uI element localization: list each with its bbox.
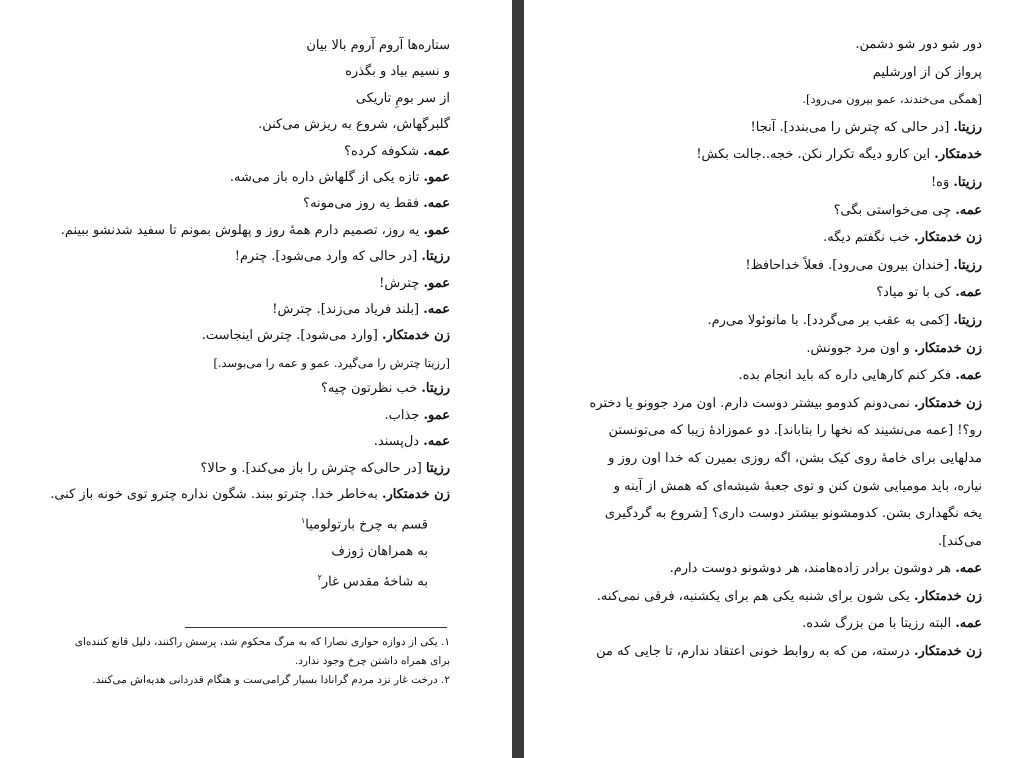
speaker-name: رزیتا. xyxy=(421,249,450,265)
speaker-name: عمو. xyxy=(423,275,450,291)
line-text: خب نظرتون چیه؟ xyxy=(321,381,422,397)
dialogue-line xyxy=(562,252,982,280)
footnote-marker: ۱ xyxy=(300,516,306,526)
verse-line xyxy=(10,59,450,85)
line-text: درسته، من که به روابط خونی اعتقاد ندارم، تا جایی که من xyxy=(596,644,914,660)
line-text: دور شو دور شو دشمن. xyxy=(855,37,982,52)
line-text: یکی شون برای شنبه یکی هم برای یکشنبه، فرقی نمی‌کنه. xyxy=(596,588,914,604)
stage-direction xyxy=(562,86,982,114)
line-text: به شاخهٔ مقدس غار xyxy=(321,574,428,590)
verse-line xyxy=(562,59,982,87)
dialogue-line xyxy=(562,279,982,307)
verse-line xyxy=(10,539,450,565)
speaker-name: عمه. xyxy=(955,202,982,218)
speaker-name: رزیتا. xyxy=(421,381,450,397)
line-text: قسم به چرخ بارتولومیا xyxy=(305,517,428,533)
line-text: [بلند فریاد می‌زند]. چترش! xyxy=(272,302,424,318)
line-text: [رزیتا چترش را می‌گیرد. عمو و عمه را می‌بوسد.] xyxy=(213,355,450,370)
line-text: فقط یه روز می‌مونه؟ xyxy=(303,196,424,212)
footnote: برای همراه داشتن چرخ وجود ندارد. xyxy=(294,655,450,667)
dialogue-line xyxy=(562,224,982,252)
dialogue-line xyxy=(10,429,450,455)
line-text: [خندان بیرون می‌رود]. فعلاً خداحافظ! xyxy=(745,257,954,273)
line-text: مدلهایی برای خامهٔ روی کیک بشن، اگه روزی بمیرن که خدا اون روز و xyxy=(608,450,982,466)
footnote: ۱. یکی از دوازه حواری نصارا که به مرگ محکوم شد، پرسش راکنند، دلیل قانع کننده‌ای xyxy=(74,636,450,648)
verse-line xyxy=(562,417,982,445)
line-text: به‌خاطر خدا. چترتو ببند. شگون نداره چترو توی خونه باز کنی. xyxy=(50,486,382,502)
dialogue-line xyxy=(10,297,450,323)
speaker-name: عمه. xyxy=(955,616,982,632)
line-text: چی می‌خواستی بگی؟ xyxy=(833,202,956,218)
line-text: [در حالی که وارد می‌شود]. چترم! xyxy=(234,249,422,265)
dialogue-line xyxy=(562,141,982,169)
speaker-name: عمه. xyxy=(423,434,450,450)
speaker-name: عمو. xyxy=(423,407,450,423)
dialogue-line xyxy=(10,139,450,165)
dialogue-line xyxy=(10,244,450,270)
line-text: و اون مرد جوونش. xyxy=(806,340,914,356)
page-gutter-divider xyxy=(512,0,524,758)
verse-line xyxy=(10,508,450,539)
dialogue-line xyxy=(10,271,450,297)
dialogue-line xyxy=(562,638,982,666)
right-page xyxy=(524,0,1024,758)
line-text: این کارو دیگه تکرار نکن. خجه..جالت بکش! xyxy=(696,147,935,163)
dialogue-line xyxy=(10,218,450,244)
line-text: خب نگفتم دیگه. xyxy=(823,230,914,246)
line-text: می‌کند]. xyxy=(938,533,982,549)
verse-line xyxy=(562,445,982,473)
line-text: جذاب. xyxy=(384,407,424,423)
verse-line xyxy=(562,500,982,528)
footnotes xyxy=(0,633,450,690)
speaker-name: زن خدمتکار. xyxy=(381,328,450,344)
line-text: از سر بومِ تاریکی xyxy=(355,90,450,106)
speaker-name: عمه. xyxy=(423,196,450,212)
speaker-name: رزیتا. xyxy=(953,174,982,190)
dialogue-line xyxy=(10,191,450,217)
line-text: کی با تو میاد؟ xyxy=(876,285,956,301)
verse-line xyxy=(562,473,982,501)
line-text: چترش! xyxy=(379,275,424,291)
speaker-name: عمه. xyxy=(423,143,450,159)
dialogue-line xyxy=(562,307,982,335)
line-text: گلبرگهاش، شروع به ریزش می‌کنن. xyxy=(258,117,450,133)
speaker-name: خدمتکار. xyxy=(934,147,982,163)
speaker-name: عمه. xyxy=(955,561,982,577)
dialogue-line xyxy=(10,403,450,429)
speaker-name: رزیتا. xyxy=(953,119,982,135)
line-text: [در حالی که چترش را می‌بندد]. آنجا! xyxy=(750,119,954,135)
dialogue-line xyxy=(562,555,982,583)
verse-line xyxy=(10,33,450,59)
verse-line xyxy=(10,112,450,138)
speaker-name: عمه. xyxy=(423,302,450,318)
speaker-name: عمو. xyxy=(423,170,450,186)
dialogue-line xyxy=(562,610,982,638)
verse-line xyxy=(562,31,982,59)
line-text: دل‌پسند. xyxy=(373,434,424,450)
dialogue-line xyxy=(562,335,982,363)
speaker-name: رزیتا. xyxy=(953,257,982,273)
dialogue-line xyxy=(562,583,982,611)
dialogue-line xyxy=(10,456,450,482)
speaker-name: زن خدمتکار. xyxy=(913,395,982,411)
dialogue-line xyxy=(562,390,982,418)
verse-line xyxy=(10,86,450,112)
speaker-name: زن خدمتکار. xyxy=(913,644,982,660)
speaker-name: عمو. xyxy=(423,222,450,238)
line-text: به همراهان ژوزف xyxy=(331,544,428,560)
footnote: ۲. درخت غار نزد مردم گرانادا بسیار گرامی‌ست و هنگام قدردانی هدیه‌اش می‌کنند. xyxy=(92,674,450,686)
speaker-name: زن خدمتکار. xyxy=(913,588,982,604)
speaker-name: زن خدمتکار. xyxy=(913,340,982,356)
speaker-name: زن خدمتکار. xyxy=(381,486,450,502)
line-text: هر دوشون برادر زاده‌هامند، هر دوشونو دوست دارم. xyxy=(669,561,956,577)
dialogue-line xyxy=(10,165,450,191)
line-text: نمی‌دونم کدومو بیشتر دوست دارم. اون مرد جوونو یا دختره xyxy=(589,395,914,411)
speaker-name: رزیتا. xyxy=(953,312,982,328)
dialogue-line xyxy=(10,482,450,508)
line-text: یه روز، تصمیم دارم همهٔ روز و پهلوش بمونم تا سفید شدنشو ببینم. xyxy=(60,222,424,238)
verse-line xyxy=(562,528,982,556)
footnote-divider xyxy=(185,627,447,628)
line-text: [در حالی‌که چترش را باز می‌کند]. و حالا؟ xyxy=(200,460,426,476)
line-text: نیاره، باید مومیایی شون کنن و توی جعبهٔ شیشه‌ای که همش از آینه و xyxy=(613,478,982,494)
line-text: وَه! xyxy=(930,174,954,190)
line-text: فکر کنم کارهایی داره که باید انجام بده. xyxy=(738,368,956,384)
dialogue-line xyxy=(562,362,982,390)
left-page-text xyxy=(10,33,450,596)
speaker-name: عمه. xyxy=(955,368,982,384)
verse-line xyxy=(10,565,450,596)
line-text: پرواز کن از اورشلیم xyxy=(872,64,982,80)
line-text: شکوفه کرده؟ xyxy=(344,143,424,159)
line-text: یخه نگهداری بشن. کدومشونو بیشتر دوست داری؟ [شروع به گردگیری xyxy=(604,506,982,522)
dialogue-line xyxy=(10,323,450,349)
line-text: تازه یکی از گلهاش داره باز می‌شه. xyxy=(229,170,424,186)
dialogue-line xyxy=(10,376,450,402)
line-text: رو؟! [عمه می‌نشیند که نخها را بتاباند]. دو عموزادهٔ زیبا که می‌تونستن xyxy=(608,423,982,439)
line-text: [کمی به عقب بر می‌گردد]. با مانوئولا می‌رم. xyxy=(707,312,954,328)
right-page-text xyxy=(562,31,982,666)
dialogue-line xyxy=(562,114,982,142)
line-text: البته رزیتا با من بزرگ شده. xyxy=(802,616,956,632)
dialogue-line xyxy=(562,169,982,197)
line-text: [همگی می‌خندند، عمو بیرون می‌رود]. xyxy=(802,92,982,107)
line-text: و نسیم بیاد و بگذره xyxy=(345,64,450,80)
line-text: ستاره‌ها آروم آروم بالا بیان xyxy=(306,38,450,53)
speaker-name: رزیتا xyxy=(425,460,450,476)
stage-direction xyxy=(10,350,450,376)
speaker-name: زن خدمتکار. xyxy=(913,230,982,246)
footnote-marker: ۲ xyxy=(317,573,322,583)
dialogue-line xyxy=(562,197,982,225)
line-text: [وارد می‌شود]. چترش اینجاست. xyxy=(201,328,382,344)
speaker-name: عمه. xyxy=(955,285,982,301)
